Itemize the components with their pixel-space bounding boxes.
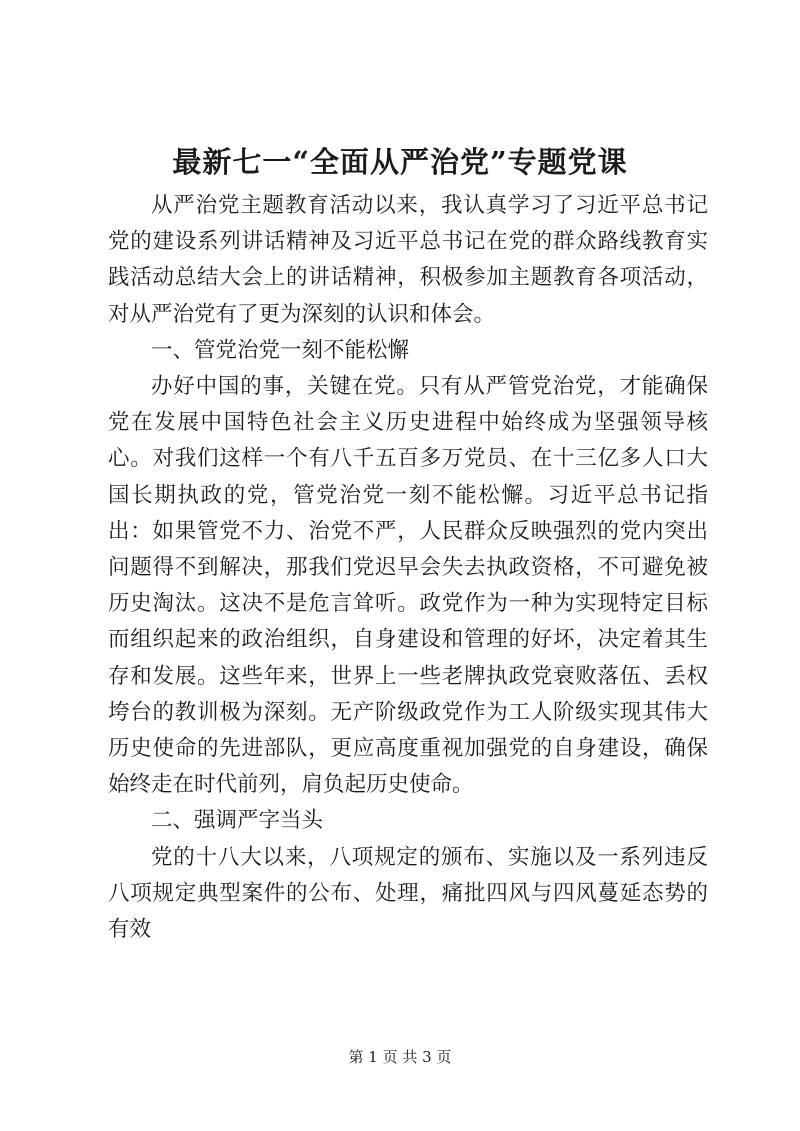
page-number-footer: 第 1 页 共 3 页 [348, 1048, 452, 1066]
section-heading-2: 二、强调严字当头 [151, 808, 324, 834]
paragraph-intro: 从严治党主题教育活动以来，我认真学习了习近平总书记党的建设系列讲话精神及习近平总书记在党的群众路线教育实践活动总结大会上的讲话精神，积极参加主题教育各项活动，对从严治党有了更为深刻的认识和体会。 [108, 193, 708, 327]
document-title: 最新七一“全面从严治党”专题党课 [172, 145, 628, 179]
section-heading-1: 一、管党治党一刻不能松懈 [151, 337, 410, 363]
paragraph-section-2: 党的十八大以来，八项规定的颁布、实施以及一系列违反八项规定典型案件的公布、处理，痛批四风与四风蔓延态势的有效 [108, 844, 708, 943]
paragraph-section-1: 办好中国的事，关键在党。只有从严管党治党，才能确保党在发展中国特色社会主义历史进程中始终成为坚强领导核心。对我们这样一个有八千五百多万党员、在十三亿多人口大国长期执政的党，管党治党一刻不能松懈。习近平总书记指出：如果管党不力、治党不严，人民群众反映强烈的党内突出问题得不到解决，那我们党迟早会失去执政资格，不可避免被历史淘汰。这决不是危言耸听。政党作为一种为实现特定目标而组织起来的政治组织，自身建设和管理的好坏，决定着其生存和发展。这些年来，世界上一些老牌执政党衰败落伍、丢权垮台的教训极为深刻。无产阶级政党作为工人阶级实现其伟大历史使命的先进部队，更应高度重视加强党的自身建设，确保始终走在时代前列，肩负起历史使命。 [108, 374, 708, 798]
document-body [108, 188, 708, 948]
